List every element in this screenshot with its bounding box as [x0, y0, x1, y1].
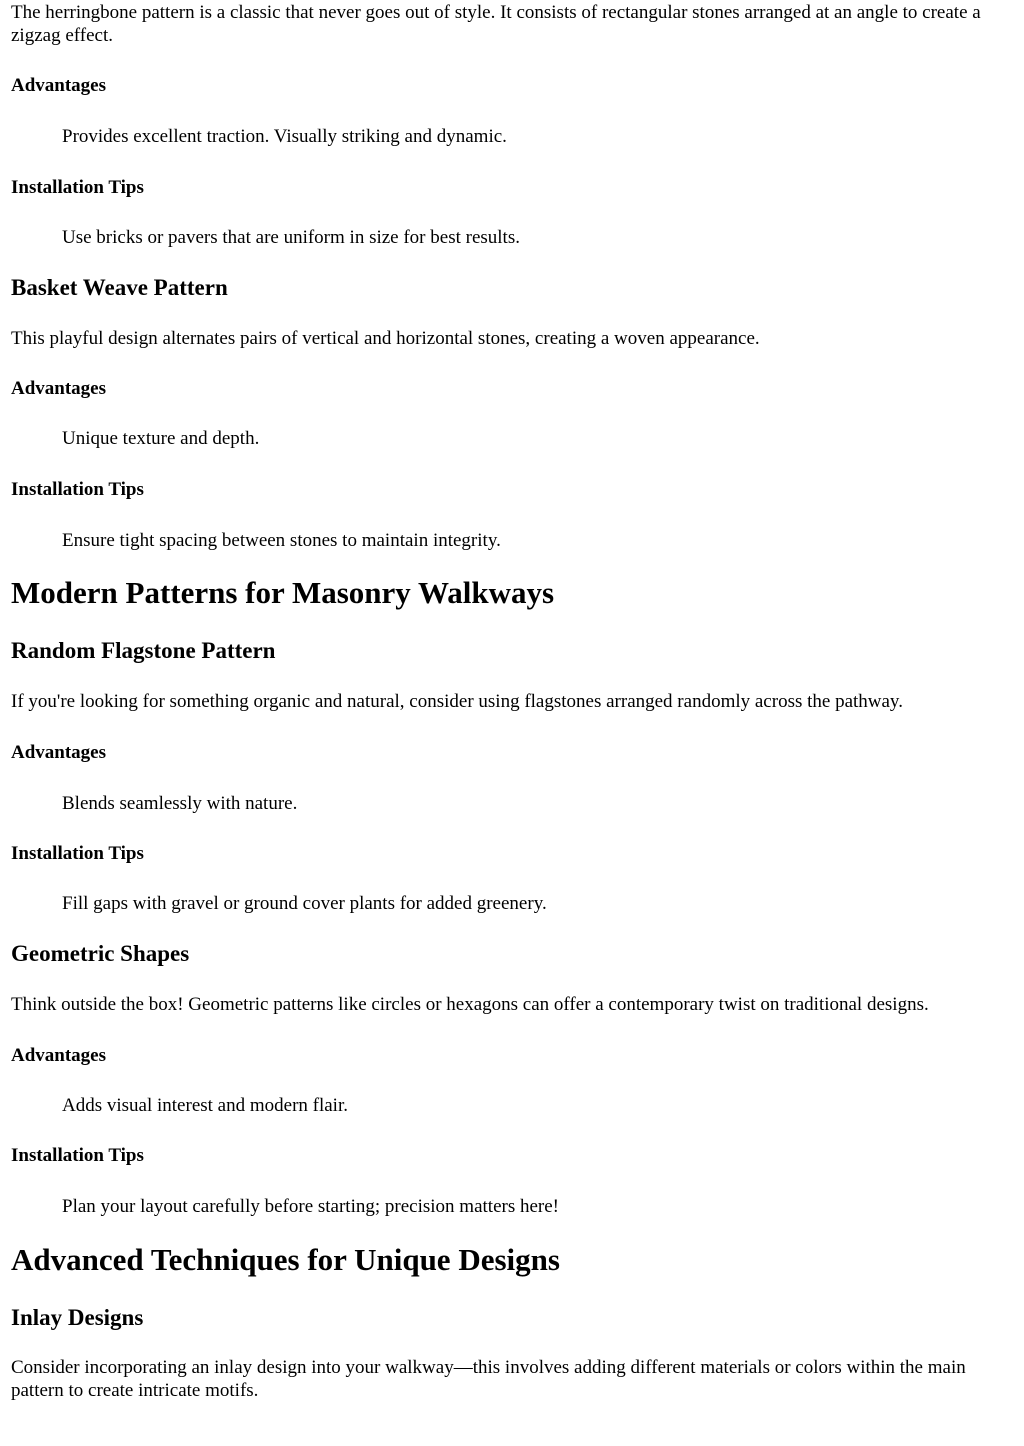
basket-weave-intro: This playful design alternates pairs of vertical and horizontal stones, creating a woven appearance. [11, 328, 760, 349]
random-flagstone-heading: Random Flagstone Pattern [11, 638, 276, 663]
random-flagstone-advantages-text: Blends seamlessly with nature. [62, 793, 298, 814]
herringbone-intro: The herringbone pattern is a classic that never goes out of style. It consists of rectangular stones arranged at an angle to create a zigzag effect. [11, 2, 981, 46]
inlay-designs-intro: Consider incorporating an inlay design into your walkway—this involves adding different materials or colors within the main pattern to create intricate motifs. [11, 1357, 966, 1401]
herringbone-advantages-text: Provides excellent traction. Visually striking and dynamic. [62, 126, 507, 147]
modern-patterns-heading: Modern Patterns for Masonry Walkways [11, 575, 555, 610]
geometric-shapes-heading: Geometric Shapes [11, 941, 190, 966]
herringbone-tips-text: Use bricks or pavers that are uniform in size for best results. [62, 227, 520, 248]
basket-weave-heading: Basket Weave Pattern [11, 275, 228, 300]
herringbone-advantages-heading: Advantages [11, 75, 107, 96]
basket-weave-advantages-heading: Advantages [11, 378, 107, 399]
geometric-shapes-tips-text: Plan your layout carefully before starting; precision matters here! [62, 1196, 559, 1217]
random-flagstone-tips-heading: Installation Tips [11, 843, 144, 864]
geometric-shapes-advantages-heading: Advantages [11, 1045, 107, 1066]
geometric-shapes-advantages-text: Adds visual interest and modern flair. [62, 1095, 348, 1116]
basket-weave-tips-text: Ensure tight spacing between stones to maintain integrity. [62, 530, 501, 551]
geometric-shapes-tips-heading: Installation Tips [11, 1145, 144, 1166]
basket-weave-tips-heading: Installation Tips [11, 479, 144, 500]
herringbone-tips-heading: Installation Tips [11, 177, 144, 198]
random-flagstone-advantages-heading: Advantages [11, 742, 107, 763]
random-flagstone-intro: If you're looking for something organic and natural, consider using flagstones arranged randomly across the pathway. [11, 691, 903, 712]
geometric-shapes-intro: Think outside the box! Geometric patterns like circles or hexagons can offer a contemporary twist on traditional designs. [11, 994, 929, 1015]
inlay-designs-heading: Inlay Designs [11, 1305, 144, 1330]
basket-weave-advantages-text: Unique texture and depth. [62, 428, 260, 449]
random-flagstone-tips-text: Fill gaps with gravel or ground cover plants for added greenery. [62, 893, 547, 914]
advanced-techniques-heading: Advanced Techniques for Unique Designs [11, 1242, 560, 1277]
